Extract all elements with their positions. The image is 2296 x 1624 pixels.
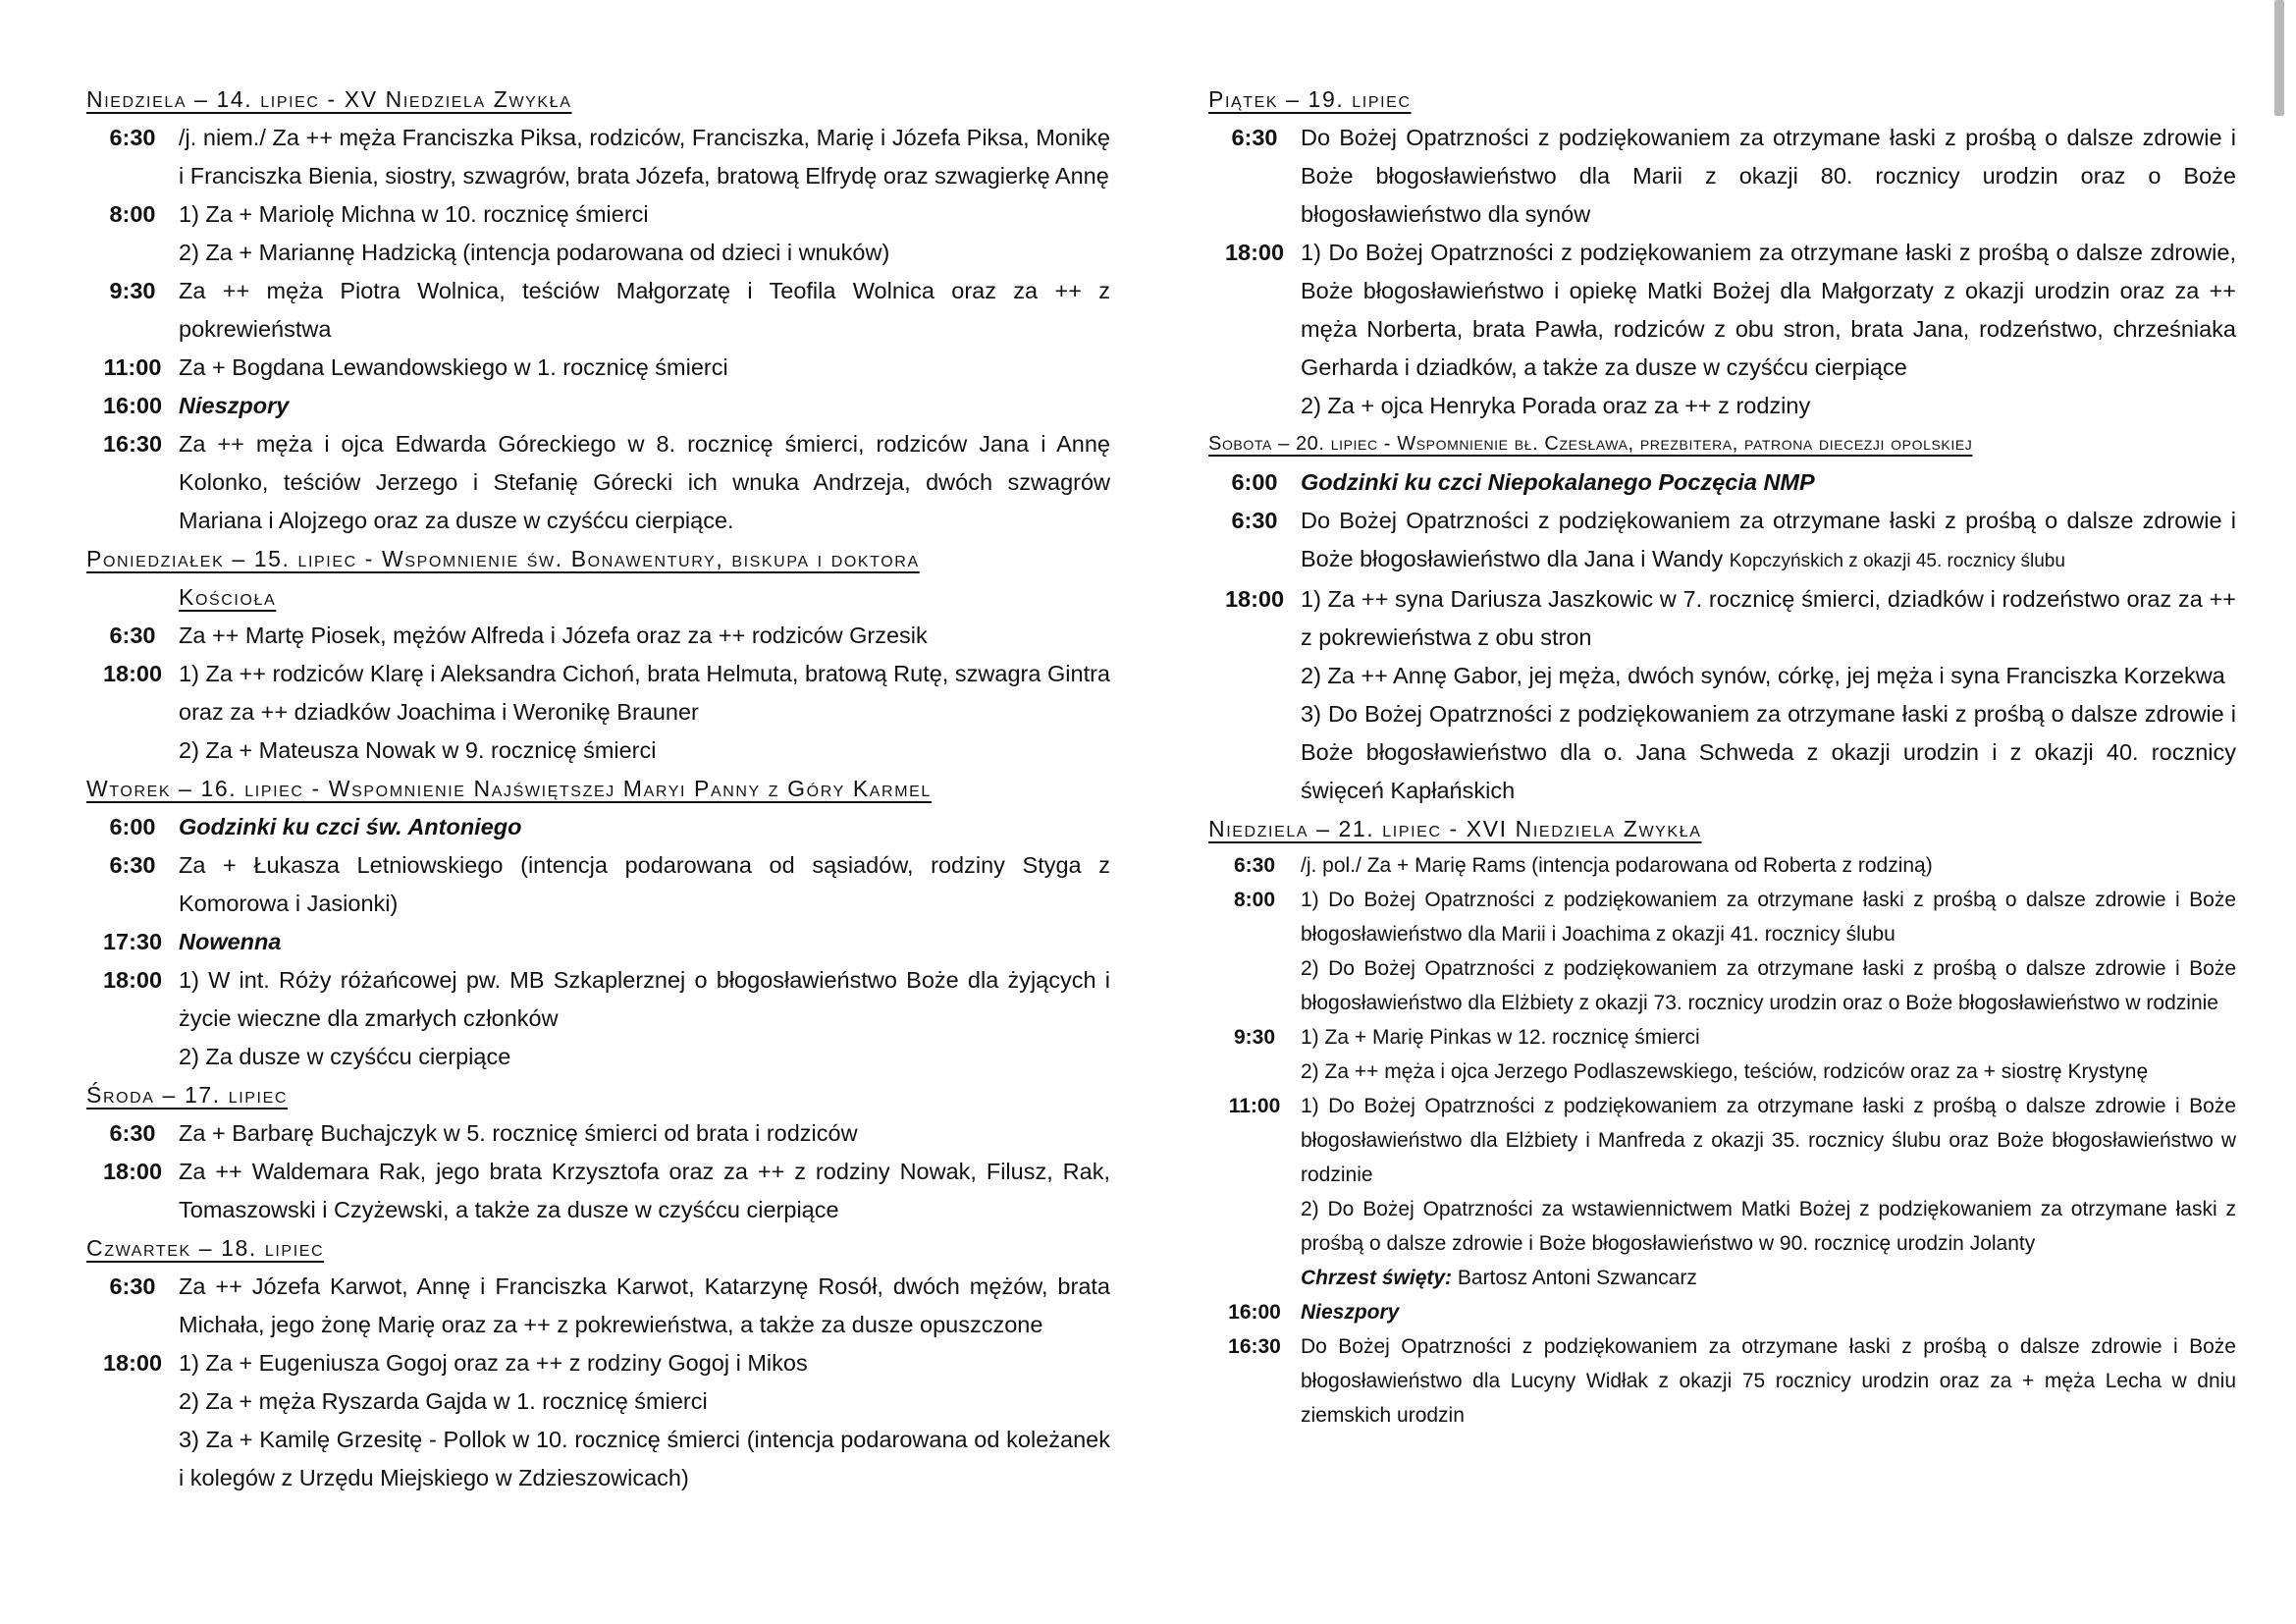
mass-intention: [179, 272, 1110, 349]
mass-time: 8:00: [109, 201, 156, 227]
mass-entry: [86, 923, 1110, 961]
mass-intention: [1301, 848, 2236, 883]
mass-intention: [179, 1114, 1110, 1153]
mass-time: 8:00: [1233, 889, 1276, 911]
mass-time: 18:00: [102, 1350, 163, 1376]
mass-intention: [1301, 1020, 2236, 1089]
day-header: [1208, 425, 2236, 463]
mass-entry: [1208, 1329, 2236, 1433]
mass-intention: [1301, 234, 2236, 425]
day-header-title: Piątek – 19. lipiec: [1208, 86, 1412, 112]
mass-time: 18:00: [102, 661, 163, 686]
day-header-title: Niedziela – 21. lipiec - XVI Niedziela Zwykła: [1208, 816, 1702, 841]
intention-line: 1) Za + Mariolę Michna w 10. rocznicę śmierci: [179, 201, 649, 227]
mass-time: 9:30: [1233, 1026, 1276, 1049]
intention-line: Nieszpory: [1301, 1301, 1400, 1324]
intention-line: 2) Za + Mariannę Hadzicką (intencja podarowana od dzieci i wnuków): [179, 240, 890, 265]
intention-line: 2) Za ++ męża i ojca Jerzego Podlaszewskiego, teściów, rodziców oraz za + siostrę Krystynę: [1301, 1060, 2149, 1083]
mass-entry: [86, 1268, 1110, 1344]
intention-line: Godzinki ku czci Niepokalanego Poczęcia NMP: [1301, 469, 1815, 495]
mass-intention: [179, 923, 1110, 961]
intention-line: 1) Do Bożej Opatrzności z podziękowaniem za otrzymane łaski z prośbą o dalsze zdrowie i Boże błogosławieństwo dla Marii i Joachima z okazji 41. rocznicy ślubu: [1301, 889, 2236, 946]
mass-entry: [1208, 502, 2236, 580]
mass-entry: [86, 1344, 1110, 1497]
intention-line: 1) Do Bożej Opatrzności z podziękowaniem za otrzymane łaski z prośbą o dalsze zdrowie i Boże błogosławieństwo dla Elżbiety i Manfreda z okazji 35. rocznicy ślubu oraz Boże błogosławieństwo w rodzinie: [1301, 1095, 2236, 1186]
intention-line: 3) Za + Kamilę Grzesitę - Pollok w 10. rocznicę śmierci (intencja podarowana od koleżanek i kolegów z Urzędu Miejskiego w Zdzieszowicach): [179, 1427, 1110, 1490]
mass-intention: [1301, 502, 2236, 580]
mass-entry: [86, 1114, 1110, 1153]
intention-line: 1) Do Bożej Opatrzności z podziękowaniem za otrzymane łaski z prośbą o dalsze zdrowie, Boże błogosławieństwo i opiekę Matki Bożej dla Małgorzaty z okazji urodzin oraz za ++ męża Norberta, brata Pawła, rodziców z obu stron, brata Jana, rodzeństwo, chrześniaka Gerharda i dziadków, a także za dusze w czyśćcu cierpiące: [1301, 240, 2236, 380]
mass-time: 18:00: [102, 967, 163, 993]
mass-entry: [86, 961, 1110, 1076]
mass-intention: [1301, 1329, 2236, 1433]
intention-line: Nieszpory: [179, 393, 290, 418]
mass-entry: [86, 349, 1110, 387]
baptism-label: Chrzest święty:: [1301, 1267, 1453, 1289]
mass-intention: [179, 655, 1110, 770]
day-header-title: Poniedziałek – 15. lipiec - Wspomnienie św. Bonawentury, biskupa i doktora: [86, 546, 920, 571]
day-header: [86, 81, 1110, 119]
intention-line: 1) Za + Marię Pinkas w 12. rocznicę śmierci: [1301, 1026, 1700, 1049]
mass-intention: [179, 425, 1110, 540]
intention-line: 2) Do Bożej Opatrzności z podziękowaniem za otrzymane łaski z prośbą o dalsze zdrowie i Boże błogosławieństwo dla Elżbiety z okazji 73. rocznicy urodzin oraz o Boże błogosławieństwo w rodzinie: [1301, 957, 2236, 1014]
mass-entry: [86, 655, 1110, 770]
mass-time: 18:00: [1224, 586, 1285, 612]
intention-line: Za + Barbarę Buchajczyk w 5. rocznicę śmierci od brata i rodziców: [179, 1120, 858, 1146]
mass-entry: [86, 1153, 1110, 1229]
intention-line: Za ++ męża i ojca Edwarda Góreckiego w 8. rocznicę śmierci, rodziców Jana i Annę Kolonko, teściów Jerzego i Stefanię Górecki ich wnuka Andrzeja, dwóch szwagrów Mariana i Alojzego oraz za dusze w czyśćcu cierpiące.: [179, 431, 1110, 533]
left-column: [86, 81, 1110, 1497]
day-header-title: Niedziela – 14. lipiec - XV Niedziela Zwykła: [86, 86, 572, 112]
mass-time: 16:30: [1228, 1335, 1281, 1358]
mass-time: 9:30: [109, 278, 156, 303]
intention-line: Za ++ Waldemara Rak, jego brata Krzysztofa oraz za ++ z rodziny Nowak, Filusz, Rak, Tomaszowski i Czyżewski, a także za dusze w czyśćcu cierpiące: [179, 1159, 1110, 1222]
intention-line: Za ++ Martę Piosek, mężów Alfreda i Józefa oraz za ++ rodziców Grzesik: [179, 623, 928, 648]
intention-line: 2) Za ++ Annę Gabor, jej męża, dwóch synów, córkę, jej męża i syna Franciszka Korzekwa: [1301, 663, 2225, 688]
mass-entry: [1208, 1295, 2236, 1329]
mass-entry: [86, 808, 1110, 846]
intention-line: 1) Za ++ syna Dariusza Jaszkowic w 7. rocznicę śmierci, dziadków i rodzeństwo oraz za ++ z pokrewieństwa z obu stron: [1301, 586, 2236, 650]
mass-entry: [86, 387, 1110, 425]
mass-entry: [86, 846, 1110, 923]
mass-intention: [179, 119, 1110, 195]
mass-time: 6:30: [1231, 125, 1278, 150]
mass-entry: [1208, 234, 2236, 425]
mass-intention: [179, 1268, 1110, 1344]
mass-time: 16:00: [102, 393, 163, 418]
day-header: [1208, 81, 2236, 119]
mass-intention: [1301, 580, 2236, 810]
right-column: [1208, 81, 2236, 1433]
baptism-name: Bartosz Antoni Szwancarz: [1452, 1267, 1697, 1289]
intention-line: 3) Do Bożej Opatrzności z podziękowaniem za otrzymane łaski z prośbą o dalsze zdrowie i Boże błogosławieństwo dla o. Jana Schweda z okazji urodzin i z okazji 40. rocznicy święceń Kapłańskich: [1301, 701, 2236, 803]
intention-line: Do Bożej Opatrzności z podziękowaniem za otrzymane łaski z prośbą o dalsze zdrowie i Boże błogosławieństwo dla Marii z okazji 80. rocznicy urodzin oraz o Boże błogosławieństwo dla synów: [1301, 125, 2236, 227]
mass-intention: [179, 846, 1110, 923]
mass-time: 6:30: [109, 1273, 156, 1299]
mass-entry: [1208, 119, 2236, 234]
mass-time: 6:00: [1231, 469, 1278, 495]
mass-time: 6:30: [109, 125, 156, 150]
mass-entry: [86, 425, 1110, 540]
day-header-title: Sobota – 20. lipiec - Wspomnienie bł. Czesława, prezbitera, patrona diecezji opolskiej: [1208, 433, 1973, 455]
mass-entry: [1208, 883, 2236, 1020]
intention-line: /j. pol./ Za + Marię Rams (intencja podarowana od Roberta z rodziną): [1301, 854, 1933, 877]
mass-entry: [86, 272, 1110, 349]
mass-time: 16:00: [1228, 1301, 1281, 1324]
baptism-line: [1301, 1261, 2236, 1295]
mass-intention: [1301, 463, 2236, 502]
intention-line: Za ++ męża Piotra Wolnica, teściów Małgorzatę i Teofila Wolnica oraz za ++ z pokrewieństwa: [179, 278, 1110, 342]
mass-intention: [1301, 883, 2236, 1020]
mass-entry: [1208, 580, 2236, 810]
mass-time: 6:30: [1231, 508, 1278, 533]
intention-line: 2) Za dusze w czyśćcu cierpiące: [179, 1044, 511, 1069]
mass-time: 6:30: [109, 852, 156, 878]
mass-entry: [1208, 1020, 2236, 1089]
mass-time: 6:00: [109, 814, 156, 839]
mass-intention: [179, 195, 1110, 272]
mass-intention: [179, 1153, 1110, 1229]
intention-tail: Kopczyńskich z okazji 45. rocznicy ślubu: [1729, 551, 2065, 571]
mass-time: 16:30: [102, 431, 163, 457]
day-header-title: Środa – 17. lipiec: [86, 1082, 288, 1108]
mass-time: 18:00: [102, 1159, 163, 1184]
intention-line: 2) Za + męża Ryszarda Gajda w 1. rocznicę śmierci: [179, 1388, 708, 1414]
intention-line: 2) Za + ojca Henryka Porada oraz za ++ z rodziny: [1301, 393, 1811, 418]
mass-time: 6:30: [109, 623, 156, 648]
mass-entry: [1208, 1089, 2236, 1295]
intention-line: /j. niem./ Za ++ męża Franciszka Piksa, rodziców, Franciszka, Marię i Józefa Piksa, Monikę i Franciszka Bienia, siostry, szwagrów, brata Józefa, bratową Elfrydę oraz szwagierkę Annę: [179, 125, 1110, 189]
mass-intention: [179, 1344, 1110, 1497]
day-header-title: Czwartek – 18. lipiec: [86, 1235, 325, 1261]
day-header: [86, 770, 1110, 808]
mass-entry: [86, 119, 1110, 195]
mass-time: 11:00: [1228, 1095, 1281, 1117]
mass-intention: [1301, 1089, 2236, 1295]
day-header: [1208, 810, 2236, 848]
intention-line: 1) Za ++ rodziców Klarę i Aleksandra Cichoń, brata Helmuta, bratową Rutę, szwagra Gintra oraz za ++ dziadków Joachima i Weronikę Brauner: [179, 661, 1110, 725]
mass-intention: [179, 617, 1110, 655]
day-header: [86, 1076, 1110, 1114]
mass-intention: [179, 387, 1110, 425]
mass-time: 11:00: [103, 354, 162, 380]
day-header-title: Wtorek – 16. lipiec - Wspomnienie Najświętszej Maryi Panny z Góry Karmel: [86, 776, 932, 801]
scrollbar[interactable]: [2274, 0, 2284, 116]
mass-time: 6:30: [1233, 854, 1276, 877]
day-header: [86, 540, 1110, 617]
day-header-continuation: Kościoła: [179, 584, 277, 610]
intention-line: 2) Do Bożej Opatrzności za wstawiennictwem Matki Bożej z podziękowaniem za otrzymane łaski z prośbą o dalsze zdrowie i Boże błogosławieństwo w 90. rocznicę urodzin Jolanty: [1301, 1198, 2236, 1255]
intention-line: Nowenna: [179, 929, 282, 954]
intention-line: 1) W int. Róży różańcowej pw. MB Szkaplerznej o błogosławieństwo Boże dla żyjących i życie wieczne dla zmarłych członków: [179, 967, 1110, 1031]
intention-line: Do Bożej Opatrzności z podziękowaniem za otrzymane łaski z prośbą o dalsze zdrowie i Boże błogosławieństwo dla Jana i Wandy Kopczyńskich z okazji 45. rocznicy ślubu: [1301, 508, 2236, 571]
mass-intention: [179, 349, 1110, 387]
intention-line: Do Bożej Opatrzności z podziękowaniem za otrzymane łaski z prośbą o dalsze zdrowie i Boże błogosławieństwo dla Lucyny Widłak z okazji 75 rocznicy urodzin oraz za + męża Lecha w dniu ziemskich urodzin: [1301, 1335, 2236, 1427]
mass-intention: [179, 808, 1110, 846]
mass-entry: [86, 617, 1110, 655]
mass-time: 17:30: [102, 929, 163, 954]
mass-entry: [86, 195, 1110, 272]
intention-line: 2) Za + Mateusza Nowak w 9. rocznicę śmierci: [179, 737, 657, 763]
intention-line: 1) Za + Eugeniusza Gogoj oraz za ++ z rodziny Gogoj i Mikos: [179, 1350, 808, 1376]
day-header: [86, 1229, 1110, 1268]
mass-time: 18:00: [1224, 240, 1285, 265]
mass-intention: [1301, 119, 2236, 234]
mass-intention: [179, 961, 1110, 1076]
mass-entry: [1208, 848, 2236, 883]
intention-line: Godzinki ku czci św. Antoniego: [179, 814, 522, 839]
intention-line: Za + Łukasza Letniowskiego (intencja podarowana od sąsiadów, rodziny Styga z Komorowa i Jasionki): [179, 852, 1110, 916]
mass-time: 6:30: [109, 1120, 156, 1146]
mass-intention: [1301, 1295, 2236, 1329]
intention-line: Za + Bogdana Lewandowskiego w 1. rocznicę śmierci: [179, 354, 728, 380]
mass-entry: [1208, 463, 2236, 502]
intention-line: Za ++ Józefa Karwot, Annę i Franciszka Karwot, Katarzynę Rosół, dwóch mężów, brata Michała, jego żonę Marię oraz za ++ z pokrewieństwa, a także za dusze opuszczone: [179, 1273, 1110, 1337]
